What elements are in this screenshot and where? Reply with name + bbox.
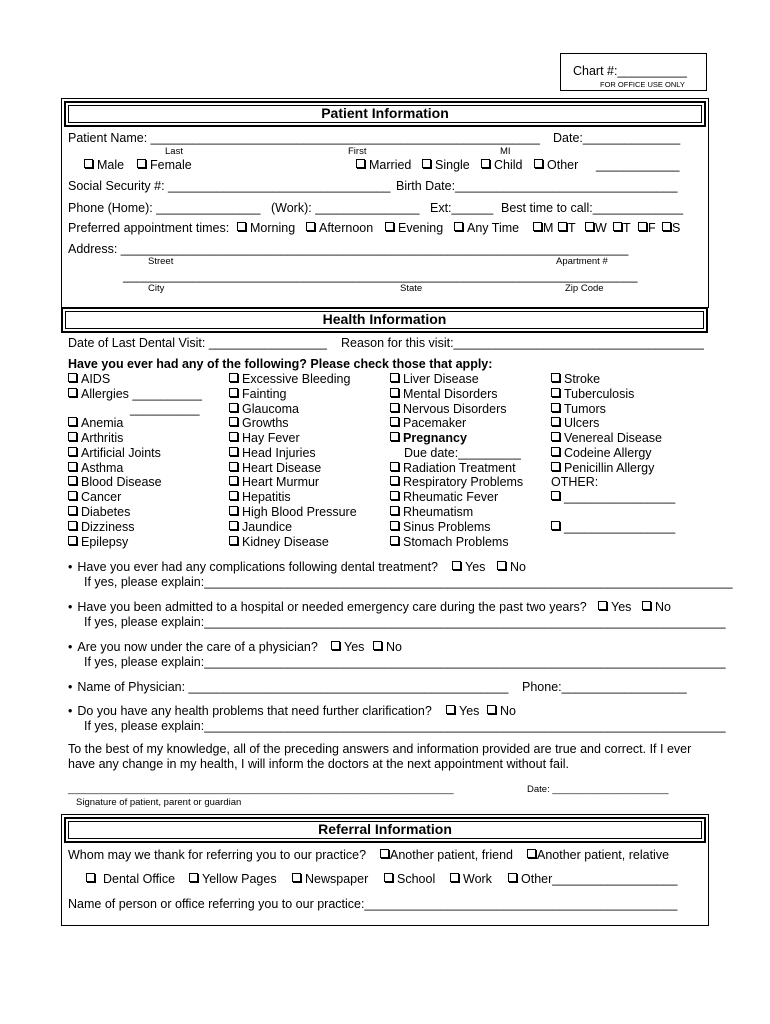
physician-name-field[interactable]: • Name of Physician: ______________________________________________: [68, 680, 508, 694]
male-label: Male: [97, 158, 125, 172]
cond-label: Respiratory Problems: [403, 475, 524, 489]
checkbox-icon: [390, 536, 399, 545]
physician-phone-field[interactable]: Phone:__________________: [522, 680, 687, 694]
yes-label: Yes: [611, 600, 632, 614]
sub-first: First: [348, 146, 367, 157]
cond-label: Liver Disease: [403, 372, 479, 386]
cond-label: Asthma: [81, 461, 124, 475]
checkbox-icon: [585, 222, 594, 231]
cond-growths[interactable]: [229, 416, 289, 430]
ref-label: Dental Office: [103, 872, 176, 886]
cond-label: Fainting: [242, 387, 287, 401]
cond-head-injuries[interactable]: [229, 446, 316, 460]
cond-heart-murmur[interactable]: [229, 475, 319, 489]
q3-yes[interactable]: [331, 640, 364, 654]
checkbox-icon: [642, 601, 651, 610]
cond-penicillin-allergy[interactable]: [551, 461, 654, 475]
checkbox-icon: [68, 432, 77, 441]
checkbox-icon: [84, 159, 93, 168]
cond-fainting[interactable]: [229, 387, 286, 401]
checkbox-icon: [508, 873, 517, 882]
checkbox-icon: [638, 222, 647, 231]
cond-other-2[interactable]: [551, 520, 675, 534]
chart-box: [560, 53, 707, 91]
checkbox-icon: [662, 222, 671, 231]
sub-mi: MI: [500, 146, 511, 157]
ref-dental-office[interactable]: [86, 872, 175, 886]
cond-hay-fever[interactable]: [229, 431, 300, 445]
cond-label: Cancer: [81, 490, 122, 504]
checkbox-icon: [551, 491, 560, 500]
checkbox-icon: [229, 388, 238, 397]
zip-caption: Zip Code: [565, 283, 604, 294]
patient-name-field[interactable]: Patient Name: ________________________________________________________: [68, 131, 540, 145]
checkbox-icon: [237, 222, 246, 231]
question-hospital: • Have you been admitted to a hospital or needed emergency care during the past two years?: [68, 600, 587, 614]
checkbox-icon: [390, 491, 399, 500]
checkbox-icon: [497, 561, 506, 570]
other-option[interactable]: [534, 158, 578, 172]
cond-pacemaker[interactable]: [390, 416, 466, 430]
cond-label: Excessive Bleeding: [242, 372, 351, 386]
cond-rheumatism[interactable]: [390, 505, 473, 519]
cond-label: Venereal Disease: [564, 431, 662, 445]
cond-label: Allergies __________: [81, 387, 202, 401]
q3-explain[interactable]: If yes, please explain:___________________________________________________________________________: [84, 655, 726, 669]
evening-option[interactable]: [385, 221, 443, 235]
checkbox-icon: [422, 159, 431, 168]
question-complications: • Have you ever had any complications following dental treatment?: [68, 560, 438, 574]
morning-label: Morning: [250, 221, 296, 235]
q1-no[interactable]: [497, 560, 526, 574]
phone-work-field[interactable]: (Work): _______________: [271, 201, 420, 215]
checkbox-icon: [229, 506, 238, 515]
evening-label: Evening: [398, 221, 444, 235]
referrer-name-field[interactable]: Name of person or office referring you to our practice:_____________________________________________: [68, 897, 678, 911]
cond-label: Nervous Disorders: [403, 402, 507, 416]
cond-label: Radiation Treatment: [403, 461, 516, 475]
checkbox-icon: [229, 536, 238, 545]
cond-asthma[interactable]: [68, 461, 123, 475]
cond-label: Codeine Allergy: [564, 446, 652, 460]
q2-explain[interactable]: If yes, please explain:___________________________________________________________________________: [84, 615, 726, 629]
chart-number-field[interactable]: Chart #:__________: [573, 64, 687, 78]
cond-label: Epilepsy: [81, 535, 129, 549]
checkbox-icon: [229, 373, 238, 382]
health-title: Health Information: [322, 311, 447, 327]
apartment-caption: Apartment #: [556, 256, 608, 267]
referral-title-box: [64, 817, 706, 843]
cond-codeine-allergy[interactable]: [551, 446, 652, 460]
cond-label: Kidney Disease: [242, 535, 329, 549]
cond-label: Sinus Problems: [403, 520, 491, 534]
address-field[interactable]: Address: _________________________________________________________________________: [68, 242, 629, 256]
q5-no[interactable]: [487, 704, 516, 718]
cond-label: Tumors: [564, 402, 606, 416]
pref-label: Preferred appointment times:: [68, 221, 230, 235]
cond-jaundice[interactable]: [229, 520, 292, 534]
checkbox-icon: [450, 873, 459, 882]
cond-excessive-bleeding[interactable]: [229, 372, 350, 386]
checkbox-icon: [551, 447, 560, 456]
ref-other[interactable]: [508, 872, 677, 886]
patient-title-box: [64, 101, 706, 127]
day-s-option[interactable]: [662, 221, 680, 235]
cond-label: Glaucoma: [242, 402, 299, 416]
checkbox-icon: [385, 222, 394, 231]
child-option[interactable]: [481, 158, 523, 172]
day-t1-option[interactable]: [558, 221, 576, 235]
no-label: No: [500, 704, 516, 718]
cond-label: Head Injuries: [242, 446, 316, 460]
cond-label: Heart Murmur: [242, 475, 320, 489]
ref-school[interactable]: [384, 872, 435, 886]
checkbox-icon: [534, 159, 543, 168]
day-t2-option[interactable]: [613, 221, 631, 235]
q1-yes[interactable]: [452, 560, 485, 574]
no-label: No: [510, 560, 526, 574]
anytime-option[interactable]: [454, 221, 519, 235]
cond-label: Blood Disease: [81, 475, 162, 489]
cond-label: Dizziness: [81, 520, 135, 534]
cond-label: Pacemaker: [403, 416, 467, 430]
day-w-option[interactable]: [585, 221, 607, 235]
allergies-line2[interactable]: __________: [130, 402, 200, 416]
cond-label: Hay Fever: [242, 431, 300, 445]
cond-label: Penicillin Allergy: [564, 461, 655, 475]
checkbox-icon: [380, 849, 389, 858]
female-label: Female: [150, 158, 192, 172]
cond-label: High Blood Pressure: [242, 505, 357, 519]
cond-pregnancy[interactable]: [390, 431, 467, 445]
cond-label: Pregnancy: [403, 431, 467, 445]
checkbox-icon: [306, 222, 315, 231]
checkbox-icon: [68, 447, 77, 456]
checkbox-icon: [454, 222, 463, 231]
day-f-label: F: [648, 221, 656, 235]
child-label: Child: [494, 158, 523, 172]
day-w-label: W: [595, 221, 607, 235]
cond-high-blood-pressure[interactable]: [229, 505, 357, 519]
married-label: Married: [369, 158, 412, 172]
birth-date-field[interactable]: Birth Date:________________________________: [396, 179, 678, 193]
checkbox-icon: [390, 403, 399, 412]
day-m-option[interactable]: [533, 221, 553, 235]
ref-label: School: [397, 872, 436, 886]
checkbox-icon: [229, 432, 238, 441]
referral-title: Referral Information: [318, 821, 452, 837]
cond-heart-disease[interactable]: [229, 461, 321, 475]
male-option[interactable]: [84, 158, 124, 172]
day-t2-label: T: [623, 221, 631, 235]
checkbox-icon: [481, 159, 490, 168]
cond-label: Arthritis: [81, 431, 124, 445]
ref-work[interactable]: [450, 872, 492, 886]
ref-another-friend[interactable]: [380, 848, 513, 862]
ref-label: Another patient, relative: [537, 848, 670, 862]
ref-another-relative[interactable]: [527, 848, 669, 862]
checkbox-icon: [229, 417, 238, 426]
referral-whom-label: Whom may we thank for referring you to our practice?: [68, 848, 367, 862]
cond-rheumatic-fever[interactable]: [390, 490, 498, 504]
cond-respiratory-problems[interactable]: [390, 475, 523, 489]
cond-blood-disease[interactable]: [68, 475, 162, 489]
cond-label: Anemia: [81, 416, 124, 430]
checkbox-icon: [390, 417, 399, 426]
ref-label: Yellow Pages: [202, 872, 277, 886]
checkbox-icon: [68, 521, 77, 530]
ref-yellow-pages[interactable]: [189, 872, 277, 886]
cond-label: Heart Disease: [242, 461, 322, 475]
cond-label: Diabetes: [81, 505, 131, 519]
cond-allergies[interactable]: [68, 387, 202, 401]
address-line2[interactable]: __________________________________________________________________________: [123, 269, 638, 283]
checkbox-icon: [390, 388, 399, 397]
yes-label: Yes: [344, 640, 365, 654]
checkbox-icon: [613, 222, 622, 231]
cond-ulcers[interactable]: [551, 416, 599, 430]
best-time-field[interactable]: Best time to call:_____________: [501, 201, 684, 215]
morning-option[interactable]: [237, 221, 295, 235]
question-physician: • Are you now under the care of a physician?: [68, 640, 318, 654]
cond-cancer[interactable]: [68, 490, 121, 504]
checkbox-icon: [229, 476, 238, 485]
checkbox-icon: [137, 159, 146, 168]
ref-label: Work: [463, 872, 492, 886]
other-blank[interactable]: ____________: [596, 158, 680, 172]
checkbox-icon: [551, 403, 560, 412]
city-caption: City: [148, 283, 165, 294]
checkbox-icon: [68, 491, 77, 500]
q2-yes[interactable]: [598, 600, 631, 614]
last-visit-field[interactable]: Date of Last Dental Visit: _________________: [68, 336, 327, 350]
cond-hepatitis[interactable]: [229, 490, 291, 504]
cond-stroke[interactable]: [551, 372, 600, 386]
cond-glaucoma[interactable]: [229, 402, 299, 416]
cond-label: Stomach Problems: [403, 535, 509, 549]
state-caption: State: [400, 283, 423, 294]
checkbox-icon: [390, 506, 399, 515]
ext-field[interactable]: Ext:______: [430, 201, 494, 215]
checkbox-icon: [487, 705, 496, 714]
phone-home-field[interactable]: Phone (Home): _______________: [68, 201, 261, 215]
cond-aids[interactable]: [68, 372, 110, 386]
checkbox-icon: [551, 417, 560, 426]
checkbox-icon: [446, 705, 455, 714]
cond-other-line: ________________: [564, 490, 676, 504]
checkbox-icon: [598, 601, 607, 610]
cond-artificial-joints[interactable]: [68, 446, 161, 460]
checkbox-icon: [551, 432, 560, 441]
checkbox-icon: [189, 873, 198, 882]
ref-label: Other__________________: [521, 872, 678, 886]
q1-explain[interactable]: If yes, please explain:____________________________________________________________________________: [84, 575, 733, 589]
signature-date-field[interactable]: Date: ______________________: [527, 784, 669, 795]
statement-line1: To the best of my knowledge, all of the preceding answers and information provided are true and correct. If I ever: [68, 742, 692, 756]
checkbox-icon: [68, 462, 77, 471]
signature-caption: Signature of patient, parent or guardian: [76, 797, 242, 808]
checkbox-icon: [558, 222, 567, 231]
no-label: No: [386, 640, 402, 654]
checkbox-icon: [533, 222, 542, 231]
checkbox-icon: [452, 561, 461, 570]
q3-no[interactable]: [373, 640, 402, 654]
checkbox-icon: [68, 476, 77, 485]
checkbox-icon: [390, 432, 399, 441]
checkbox-icon: [331, 641, 340, 650]
ssn-field[interactable]: Social Security #: ________________________________: [68, 179, 391, 193]
checkbox-icon: [229, 462, 238, 471]
office-use-label: FOR OFFICE USE ONLY: [600, 80, 685, 89]
checkbox-icon: [390, 373, 399, 382]
signature-line[interactable]: _________________________________________________________________________: [68, 784, 454, 795]
cond-stomach-problems[interactable]: [390, 535, 509, 549]
cond-kidney-disease[interactable]: [229, 535, 329, 549]
checkbox-icon: [68, 388, 77, 397]
cond-sinus-problems[interactable]: [390, 520, 491, 534]
cond-other-line: ________________: [564, 520, 676, 534]
checkbox-icon: [390, 462, 399, 471]
checkbox-icon: [68, 536, 77, 545]
anytime-label: Any Time: [467, 221, 520, 235]
cond-epilepsy[interactable]: [68, 535, 128, 549]
ref-label: Another patient, friend: [390, 848, 513, 862]
q5-yes[interactable]: [446, 704, 479, 718]
checkbox-icon: [68, 417, 77, 426]
cond-anemia[interactable]: [68, 416, 123, 430]
date-field[interactable]: Date:______________: [553, 131, 681, 145]
no-label: No: [655, 600, 671, 614]
checkbox-icon: [68, 373, 77, 382]
cond-label: Ulcers: [564, 416, 600, 430]
checkbox-icon: [373, 641, 382, 650]
checkbox-icon: [229, 491, 238, 500]
checkbox-icon: [527, 849, 536, 858]
cond-label: Mental Disorders: [403, 387, 498, 401]
cond-label: Tuberculosis: [564, 387, 635, 401]
checkbox-icon: [551, 462, 560, 471]
female-option[interactable]: [137, 158, 192, 172]
cond-other-1[interactable]: [551, 490, 675, 504]
health-title-box: [61, 307, 708, 333]
reason-field[interactable]: Reason for this visit:____________________________________: [341, 336, 704, 350]
cond-liver-disease[interactable]: [390, 372, 479, 386]
checkbox-icon: [384, 873, 393, 882]
cond-label: Artificial Joints: [81, 446, 161, 460]
checkbox-icon: [229, 447, 238, 456]
single-label: Single: [435, 158, 470, 172]
checkbox-icon: [551, 521, 560, 530]
checkbox-icon: [292, 873, 301, 882]
question-clarification: • Do you have any health problems that need further clarification?: [68, 704, 432, 718]
single-option[interactable]: [422, 158, 470, 172]
checkbox-icon: [229, 403, 238, 412]
cond-label: Rheumatism: [403, 505, 474, 519]
cond-arthritis[interactable]: [68, 431, 123, 445]
checkbox-icon: [390, 476, 399, 485]
day-s-label: S: [672, 221, 681, 235]
ref-label: Newspaper: [305, 872, 369, 886]
yes-label: Yes: [459, 704, 480, 718]
cond-nervous-disorders[interactable]: [390, 402, 507, 416]
q5-explain[interactable]: If yes, please explain:___________________________________________________________________________: [84, 719, 726, 733]
checkbox-icon: [551, 388, 560, 397]
statement-line2: have any change in my health, I will inform the doctors at the next appointment without fail.: [68, 757, 569, 771]
yes-label: Yes: [465, 560, 486, 574]
q2-no[interactable]: [642, 600, 671, 614]
checkbox-icon: [86, 873, 95, 882]
cond-label: Jaundice: [242, 520, 293, 534]
checkbox-icon: [68, 506, 77, 515]
street-caption: Street: [148, 256, 174, 267]
checkbox-icon: [229, 521, 238, 530]
cond-tumors[interactable]: [551, 402, 606, 416]
day-m-label: M: [543, 221, 554, 235]
due-date-field[interactable]: Due date:_________: [404, 446, 521, 460]
cond-radiation-treatment[interactable]: [390, 461, 516, 475]
cond-diabetes[interactable]: [68, 505, 130, 519]
sub-last: Last: [165, 146, 183, 157]
afternoon-option[interactable]: [306, 221, 373, 235]
condition-prompt: Have you ever had any of the following? Please check those that apply:: [68, 357, 493, 371]
day-f-option[interactable]: [638, 221, 656, 235]
other-conditions-label: OTHER:: [551, 475, 599, 489]
checkbox-icon: [390, 521, 399, 530]
cond-label: Rheumatic Fever: [403, 490, 499, 504]
cond-label: Growths: [242, 416, 289, 430]
checkbox-icon: [551, 373, 560, 382]
afternoon-label: Afternoon: [319, 221, 374, 235]
checkbox-icon: [356, 159, 365, 168]
married-option[interactable]: [356, 158, 411, 172]
day-t1-label: T: [568, 221, 576, 235]
cond-venereal-disease[interactable]: [551, 431, 662, 445]
cond-dizziness[interactable]: [68, 520, 135, 534]
cond-tuberculosis[interactable]: [551, 387, 634, 401]
other-label: Other: [547, 158, 579, 172]
ref-newspaper[interactable]: [292, 872, 368, 886]
cond-label: Hepatitis: [242, 490, 291, 504]
cond-label: AIDS: [81, 372, 111, 386]
cond-label: Stroke: [564, 372, 601, 386]
cond-mental-disorders[interactable]: [390, 387, 497, 401]
patient-title: Patient Information: [321, 105, 449, 121]
